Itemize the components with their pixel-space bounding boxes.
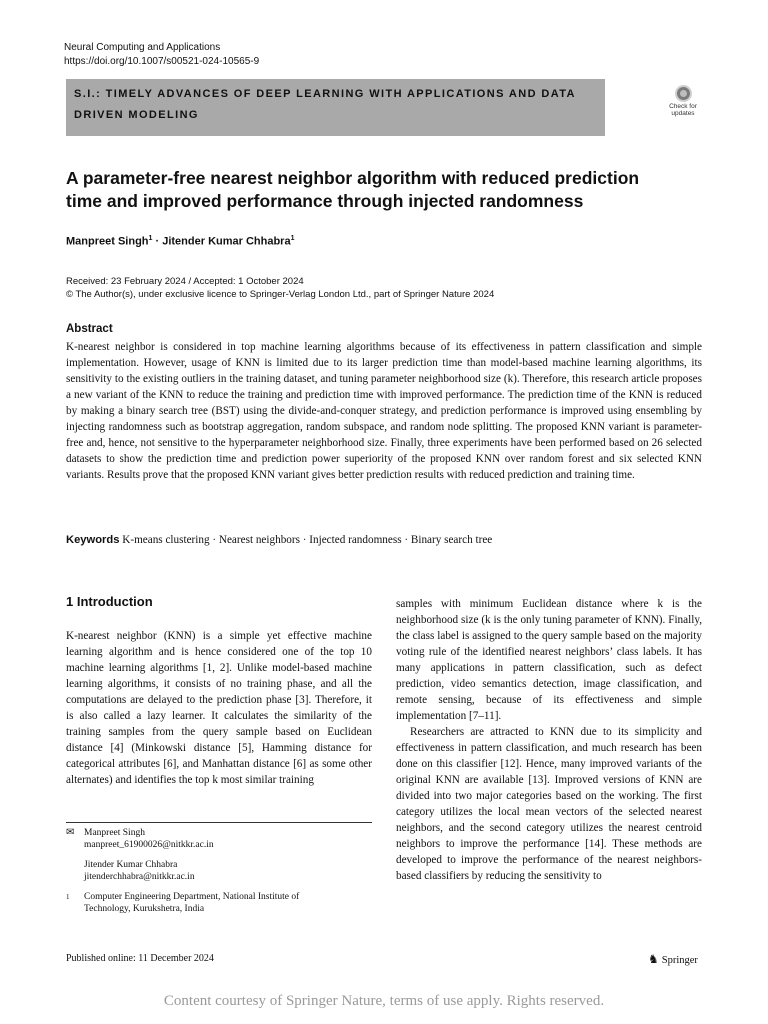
banner-line-2: DRIVEN MODELING xyxy=(74,109,199,121)
footnote-block xyxy=(66,827,372,915)
springer-logo[interactable] xyxy=(648,952,698,967)
abstract-heading: Abstract xyxy=(66,323,113,335)
check-updates-icon xyxy=(675,85,692,102)
affiliation-line-1: Computer Engineering Department, National Institute of xyxy=(84,892,300,902)
author-2-affiliation: 1 xyxy=(290,235,295,242)
envelope-icon: ✉ xyxy=(66,827,75,838)
author-1[interactable]: Manpreet Singh xyxy=(66,235,149,248)
intro-paragraph-1: K-nearest neighbor (KNN) is a simple yet effective machine learning algorithm and is hence considered one of the top 10 machine learning algorithms [1, 2]. Unlike model-based machine learning algorithms, it consists of no training phase, and all the computations are delayed to the prediction phase [3]. Therefore, it is also called a lazy learner. It calculates the similarity of the training samples from the query sample based on Euclidean distance [4] (Minkowski distance [5], Hamming distance for categorical attributes [6], and Manhattan distance [6] as some other alternates) and identifies the top k most similar training xyxy=(66,630,372,786)
author-separator: · xyxy=(155,235,160,248)
affiliation xyxy=(66,891,372,915)
article-dates xyxy=(66,275,494,301)
footnote-email-2[interactable]: jitenderchhabra@nitkkr.ac.in xyxy=(84,872,195,882)
intro-left-column xyxy=(66,628,372,788)
title-line-2: time and improved performance through injected randomness xyxy=(66,191,584,211)
footnote-divider xyxy=(66,822,372,823)
affiliation-mark: 1 xyxy=(66,893,70,901)
springer-wordmark: Springer xyxy=(661,955,698,966)
corresponding-author xyxy=(66,827,372,851)
section-heading-introduction: 1 Introduction xyxy=(66,594,153,609)
keywords xyxy=(66,534,492,546)
affiliation-line-2: Technology, Kurukshetra, India xyxy=(84,904,205,914)
author-1-affiliation: 1 xyxy=(148,235,153,242)
doi-link[interactable]: https://doi.org/10.1007/s00521-024-10565-9 xyxy=(64,56,260,67)
intro-paragraph-2: samples with minimum Euclidean distance where k is the neighborhood size (k is the only tuning parameter of KNN). Finally, the class label is assigned to the query sample based on the majority voting rule of the identified nearest neighbors’ class labels. It has many applications in pattern classification, such as defect prediction, video semantics detection, image classification, and remote sensing, because of its effectiveness and simple implementation [7–11]. xyxy=(396,598,702,722)
author-list xyxy=(66,235,295,248)
second-author-contact xyxy=(66,859,372,883)
springer-horse-icon: ♞ xyxy=(648,952,659,966)
footnote-email-1[interactable]: manpreet_61900026@nitkkr.ac.in xyxy=(84,840,214,850)
courtesy-notice: Content courtesy of Springer Nature, terms of use apply. Rights reserved. xyxy=(163,993,605,1009)
special-issue-banner xyxy=(66,79,605,136)
published-online: Published online: 11 December 2024 xyxy=(66,953,214,964)
title-line-1: A parameter-free nearest neighbor algorithm with reduced prediction xyxy=(66,168,640,188)
footnote-name-1: Manpreet Singh xyxy=(84,828,145,838)
copyright-notice: © The Author(s), under exclusive licence to Springer-Verlag London Ltd., part of Springer Nature 2024 xyxy=(66,289,495,300)
banner-line-1: S.I.: TIMELY ADVANCES OF DEEP LEARNING WITH APPLICATIONS AND DATA xyxy=(74,88,576,100)
check-updates-line-1: Check for xyxy=(669,103,697,110)
keywords-list: K-means clustering · Nearest neighbors · Injected randomness · Binary search tree xyxy=(122,534,493,546)
paper-title xyxy=(66,167,706,213)
author-2[interactable]: Jitender Kumar Chhabra xyxy=(162,235,291,248)
journal-name: Neural Computing and Applications xyxy=(64,42,221,53)
check-for-updates-button[interactable] xyxy=(664,85,702,123)
affiliation-text xyxy=(84,891,299,915)
intro-paragraph-3: Researchers are attracted to KNN due to its simplicity and effectiveness in pattern classification, and much research has been done on this classifier [12]. Hence, many improved variants of the original KNN are available [13]. Improved versions of KNN are divided into two major categories based on the working. The first category utilizes the local mean vectors of the selected nearest neighbors, and the second category utilizes the nearest centroid neighbors to improve the performance [14]. These methods are developed to improve the performance of the nearest neighbors-based classifiers by reducing the sensitivity to xyxy=(396,726,702,882)
check-updates-line-2: updates xyxy=(671,110,695,117)
abstract-text: K-nearest neighbor is considered in top machine learning algorithms because of its effectiveness in pattern classification and simple implementation. However, usage of KNN is limited due to its larger prediction time than model-based machine learning algorithms, its sensitivity to the existing outliers in the training dataset, and tuning parameter neighborhood size (k). Therefore, this research article proposes a new variant of the KNN to reduce the training and prediction time with improved performance. The prediction time of the KNN is reduced by making a binary search tree (BST) using the divide-and-conquer strategy, and prediction performance is improved using ensembling by injecting randomness such as bootstrap aggregation, random subspace, and random node splitting. The proposed KNN variant is parameter-free and, hence, not sensitive to the hyperparameter neighborhood size. Finally, three experiments have been performed based on 26 selected datasets to show the prediction time and prediction power superiority of the proposed KNN over random forest and six selected KNN variants. Results prove that the proposed KNN variant gives better prediction results with reduced prediction and training time. xyxy=(66,341,702,481)
journal-header xyxy=(64,41,259,69)
intro-right-column xyxy=(396,596,702,884)
footnote-name-2: Jitender Kumar Chhabra xyxy=(84,860,178,870)
keywords-label: Keywords xyxy=(66,534,120,546)
received-accepted: Received: 23 February 2024 / Accepted: 1 October 2024 xyxy=(66,276,304,287)
